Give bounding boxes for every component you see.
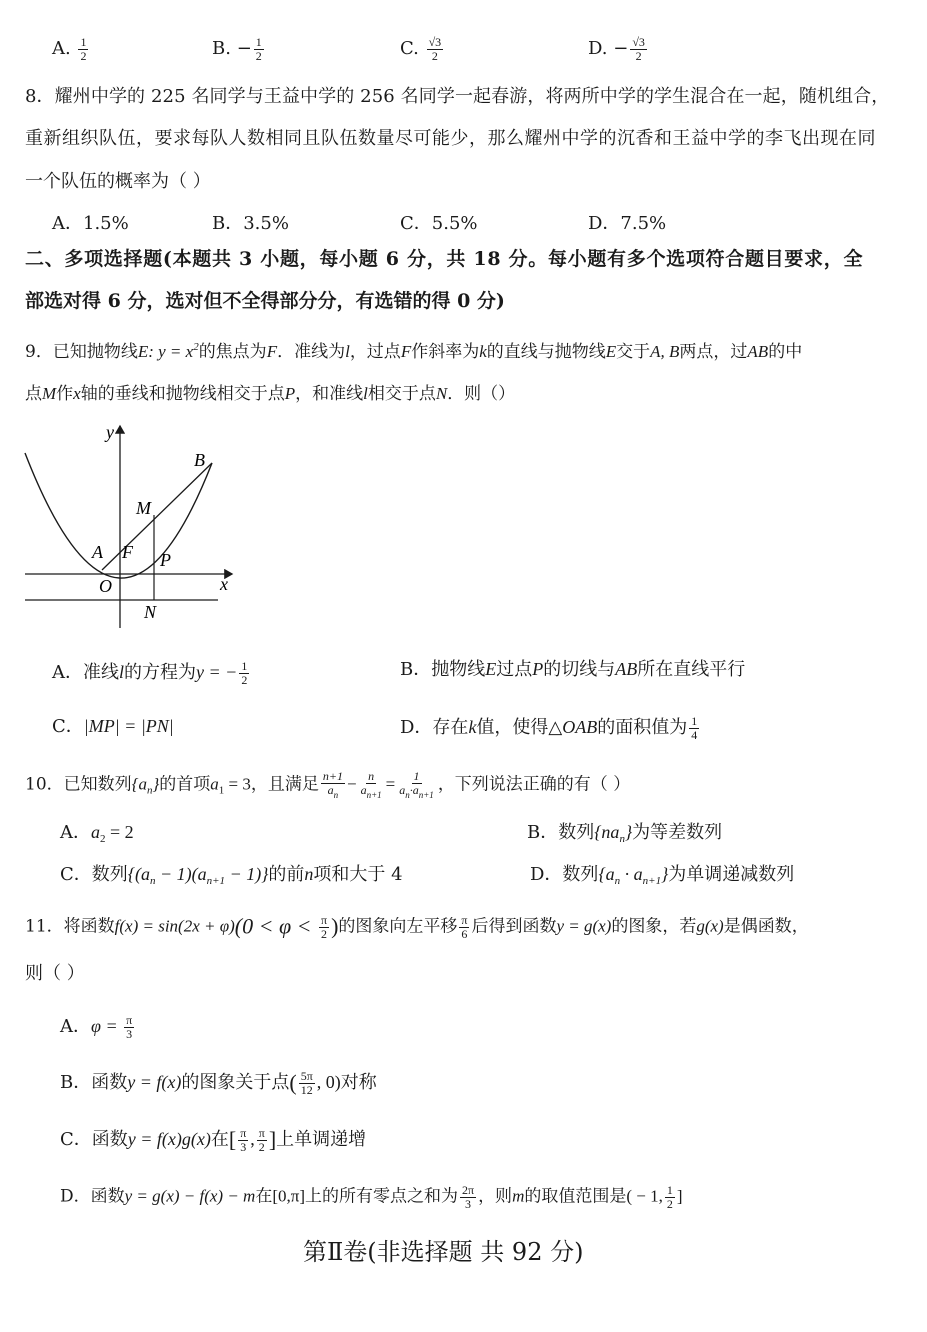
- label-f: F: [122, 542, 133, 562]
- q7-option-a: [52, 36, 90, 62]
- chord-ab: [102, 463, 212, 570]
- q11-stem-line-1: 11．将函数f(x) = sin(2x + φ)(0 < φ < $\frac{\pi}{2}$ )的图象向左平移 $\frac{\pi}{6}$ 后得到函数y = g(x)的图象，若g(x)是偶函数，: [25, 913, 809, 941]
- q10-stem: 10．已知数列$\{a_n\}$的首项$a_1 = 3$，且满足 $\frac{n+1}{a_n}$ − $\frac{n}{a_{n+1}}$ = $\frac{1}{a_n\cdot a_{n+1}}$ ，下列说法正确的有（ ）: [25, 769, 631, 800]
- q10-option-c: C．数列$\{(a_n - 1)(a_{n+1} - 1)\}$的前n项和大于 4: [60, 864, 403, 887]
- q9-option-a: A．准线l的方程为y = − $\frac{1}{2}$: [52, 659, 248, 687]
- q11-option-d: D．函数y = g(x) − f(x) − m在[0,π]上的所有零点之和为 $\frac{2\pi}{3}$ ，则m的取值范围是( − 1, $\frac{1}{2}$ ]: [60, 1183, 683, 1211]
- q9-line-2: 点M作x轴的垂线和抛物线相交于点P，和准线l相交于点N．则（）: [25, 384, 516, 404]
- q8-line-3: 一个队伍的概率为（ ）: [25, 171, 211, 192]
- q8-option-a: A．1.5%: [52, 213, 129, 234]
- q10-option-d: D．数列$\{a_n \cdot a_{n+1}\}$为单调递减数列: [530, 864, 795, 887]
- q7-option-c: C. $\frac{√3}{2}$: [400, 35, 442, 63]
- q7-b-fraction: $\frac{1}{2}$: [255, 35, 262, 63]
- section-2-heading-line-1: 二、多项选择题(本题共 3 小题，每小题 6 分，共 18 分。每小题有多个选项符合题目要求，全: [25, 248, 864, 270]
- q9-option-d: D．存在k值，使得△OAB的面积值为 $\frac{1}{4}$: [400, 714, 698, 742]
- label-p: P: [160, 550, 171, 570]
- q8-option-b: B．3.5%: [212, 213, 289, 234]
- q7-d-fraction: $\frac{√3}{2}$: [632, 35, 645, 63]
- label-x: x: [220, 574, 228, 594]
- q8-option-d: D．7.5%: [588, 213, 667, 234]
- q8-line-1: 8．耀州中学的 225 名同学与王益中学的 256 名同学一起春游，将两所中学的学生混合在一起，随机组合，: [25, 86, 890, 107]
- q9-parabola-figure: [20, 418, 240, 638]
- q8-line-2: 重新组织队伍，要求每队人数相同且队伍数量尽可能少，那么耀州中学的沉香和王益中学的李飞出现在同: [25, 128, 876, 149]
- label-a: A: [92, 542, 103, 562]
- q7-option-b: B. − $\frac{1}{2}$: [212, 35, 262, 63]
- q11-option-b: B．函数y = f(x)的图象关于点( $\frac{5\pi}{12}$ , 0)对称: [60, 1069, 377, 1097]
- q9-line-1: 9．已知抛物线E: $y = x^2$的焦点为F．准线为l，过点F作斜率为k的直线与抛物线E交于A, B两点，过AB的中: [25, 341, 803, 362]
- label-m: M: [136, 498, 151, 518]
- q8-option-c: C．5.5%: [400, 213, 478, 234]
- label-y: y: [106, 422, 114, 442]
- q7-a-label: A.: [52, 38, 71, 60]
- q7-option-d: D. − $\frac{√3}{2}$: [588, 35, 645, 63]
- section-2-heading-line-2: 部选对得 6 分，选对但不全得部分分，有选错的得 0 分): [25, 290, 505, 312]
- q7-a-fraction: $\frac{1}{2}$: [80, 35, 87, 63]
- label-b: B: [194, 450, 205, 470]
- q11-stem-line-2: 则（ ）: [25, 963, 85, 984]
- q9-option-b: B．抛物线E过点P的切线与AB所在直线平行: [400, 659, 746, 680]
- q11-option-c: C．函数y = f(x)g(x)在[ $\frac{\pi}{3}$ , $\frac{\pi}{2}$ ]上单调递增: [60, 1126, 367, 1154]
- q9-option-c: C．|MP| = |PN|: [52, 716, 174, 737]
- q7-c-fraction: $\frac{√3}{2}$: [428, 35, 442, 63]
- part-2-title: 第Ⅱ卷(非选择题 共 92 分): [303, 1238, 584, 1266]
- q11-option-a: A．φ = $\frac{\pi}{3}$: [60, 1013, 133, 1041]
- q10-option-b: B．数列$\{na_n\}$为等差数列: [527, 822, 723, 845]
- q10-option-a: A．$a_2 = 2$: [60, 822, 134, 845]
- label-o: O: [99, 576, 112, 596]
- parabola-curve: [25, 453, 212, 578]
- label-n: N: [144, 602, 157, 622]
